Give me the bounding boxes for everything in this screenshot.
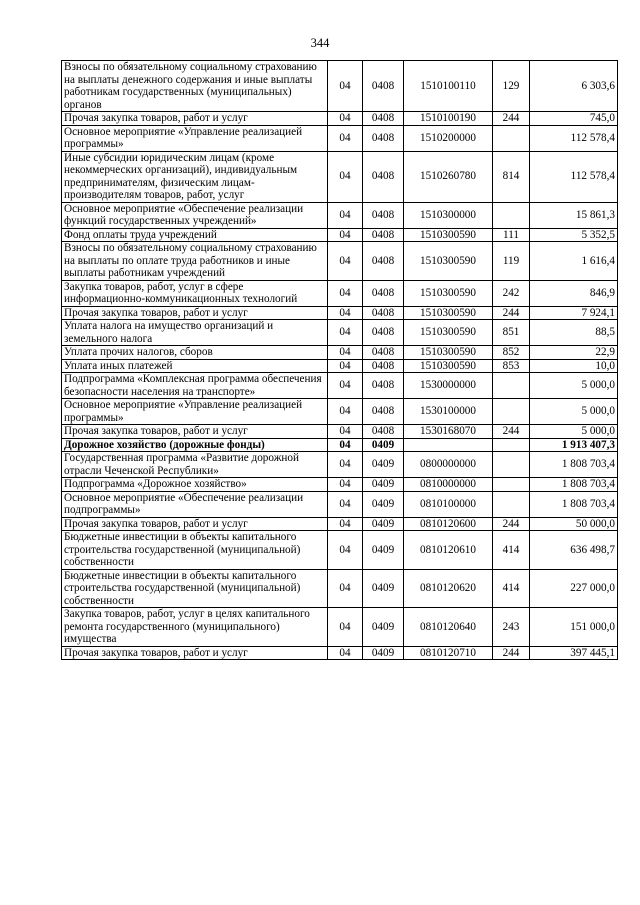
row-subsection-cell: 0408 [363,425,404,439]
table-row [62,346,618,360]
row-expense-type-cell: 414 [493,531,530,570]
row-name-cell: Взносы по обязательному социальному страхованию на выплаты денежного содержания и иные выплаты работникам государственных (муниципальных) органов [62,61,328,112]
row-section-cell: 04 [328,452,363,478]
table-row [62,373,618,399]
row-subsection-cell: 0409 [363,438,404,452]
table-row [62,125,618,151]
row-expense-type-cell: 242 [493,280,530,306]
table-row [62,280,618,306]
row-amount-cell: 5 000,0 [530,399,618,425]
row-name-cell: Взносы по обязательному социальному страхованию на выплаты по оплате труда работников и иные выплаты работникам учреждений [62,242,328,281]
row-section-cell: 04 [328,61,363,112]
table-row [62,359,618,373]
row-expense-type-cell: 244 [493,306,530,320]
row-name-cell: Прочая закупка товаров, работ и услуг [62,517,328,531]
row-amount-cell: 745,0 [530,112,618,126]
row-section-cell: 04 [328,320,363,346]
table-row [62,646,618,660]
row-amount-cell: 397 445,1 [530,646,618,660]
row-subsection-cell: 0408 [363,202,404,228]
table-row [62,491,618,517]
row-target-article-cell: 1510300590 [404,306,493,320]
table-row [62,202,618,228]
row-amount-cell: 6 303,6 [530,61,618,112]
row-expense-type-cell: 851 [493,320,530,346]
row-name-cell: Прочая закупка товаров, работ и услуг [62,646,328,660]
row-subsection-cell: 0408 [363,61,404,112]
row-name-cell: Прочая закупка товаров, работ и услуг [62,306,328,320]
row-target-article-cell: 1510300590 [404,228,493,242]
row-amount-cell: 1 913 407,3 [530,438,618,452]
row-name-cell: Основное мероприятие «Обеспечение реализации подпрограммы» [62,491,328,517]
row-section-cell: 04 [328,425,363,439]
table-row [62,452,618,478]
row-section-cell: 04 [328,517,363,531]
row-target-article-cell: 1510300590 [404,280,493,306]
table-row [62,306,618,320]
row-amount-cell: 15 861,3 [530,202,618,228]
table-row [62,61,618,112]
row-expense-type-cell [493,202,530,228]
row-section-cell: 04 [328,359,363,373]
row-expense-type-cell [493,452,530,478]
row-subsection-cell: 0409 [363,608,404,647]
row-target-article-cell: 1510300590 [404,242,493,281]
row-name-cell: Основное мероприятие «Управление реализацией программы» [62,125,328,151]
row-target-article-cell: 0800000000 [404,452,493,478]
row-section-cell: 04 [328,346,363,360]
row-section-cell: 04 [328,491,363,517]
row-section-cell: 04 [328,125,363,151]
row-target-article-cell: 1530168070 [404,425,493,439]
row-expense-type-cell [493,438,530,452]
row-name-cell: Прочая закупка товаров, работ и услуг [62,425,328,439]
table-row [62,608,618,647]
row-amount-cell: 5 352,5 [530,228,618,242]
row-section-cell: 04 [328,478,363,492]
row-target-article-cell: 1510300590 [404,346,493,360]
row-name-cell: Уплата прочих налогов, сборов [62,346,328,360]
row-amount-cell: 5 000,0 [530,373,618,399]
row-subsection-cell: 0408 [363,359,404,373]
row-name-cell: Закупка товаров, работ, услуг в сфере информационно-коммуникационных технологий [62,280,328,306]
table-row [62,320,618,346]
row-section-cell: 04 [328,608,363,647]
row-amount-cell: 1 808 703,4 [530,478,618,492]
row-name-cell: Фонд оплаты труда учреждений [62,228,328,242]
table-row [62,478,618,492]
row-subsection-cell: 0408 [363,242,404,281]
row-expense-type-cell: 244 [493,425,530,439]
page-number: 344 [310,36,330,50]
row-expense-type-cell: 111 [493,228,530,242]
row-amount-cell: 151 000,0 [530,608,618,647]
row-expense-type-cell: 244 [493,112,530,126]
row-target-article-cell: 0810100000 [404,491,493,517]
row-amount-cell: 846,9 [530,280,618,306]
row-amount-cell: 636 498,7 [530,531,618,570]
table-row [62,425,618,439]
row-name-cell: Дорожное хозяйство (дорожные фонды) [62,438,328,452]
row-name-cell: Уплата иных платежей [62,359,328,373]
row-subsection-cell: 0409 [363,491,404,517]
row-section-cell: 04 [328,228,363,242]
row-subsection-cell: 0408 [363,373,404,399]
row-expense-type-cell: 244 [493,517,530,531]
row-amount-cell: 1 616,4 [530,242,618,281]
row-subsection-cell: 0409 [363,646,404,660]
row-expense-type-cell: 814 [493,151,530,202]
row-amount-cell: 22,9 [530,346,618,360]
row-amount-cell: 88,5 [530,320,618,346]
row-subsection-cell: 0408 [363,280,404,306]
row-section-cell: 04 [328,306,363,320]
table-row [62,228,618,242]
row-target-article-cell: 1510300000 [404,202,493,228]
row-amount-cell: 1 808 703,4 [530,491,618,517]
row-section-cell: 04 [328,151,363,202]
row-name-cell: Бюджетные инвестиции в объекты капитального строительства государственной (муниципальной) собственности [62,569,328,608]
row-section-cell: 04 [328,242,363,281]
row-section-cell: 04 [328,399,363,425]
row-expense-type-cell [493,491,530,517]
table-row [62,112,618,126]
row-amount-cell: 7 924,1 [530,306,618,320]
row-name-cell: Основное мероприятие «Обеспечение реализации функций государственных учреждений» [62,202,328,228]
row-expense-type-cell [493,373,530,399]
row-subsection-cell: 0409 [363,478,404,492]
row-name-cell: Уплата налога на имущество организаций и земельного налога [62,320,328,346]
row-target-article-cell [404,438,493,452]
table-row [62,242,618,281]
row-section-cell: 04 [328,112,363,126]
row-subsection-cell: 0408 [363,228,404,242]
row-amount-cell: 227 000,0 [530,569,618,608]
row-target-article-cell: 0810120600 [404,517,493,531]
row-expense-type-cell: 414 [493,569,530,608]
table-row [62,399,618,425]
row-name-cell: Государственная программа «Развитие дорожной отрасли Чеченской Республики» [62,452,328,478]
row-amount-cell: 112 578,4 [530,151,618,202]
budget-table [61,60,618,660]
row-expense-type-cell: 853 [493,359,530,373]
row-subsection-cell: 0408 [363,399,404,425]
row-target-article-cell: 1530000000 [404,373,493,399]
row-amount-cell: 10,0 [530,359,618,373]
row-expense-type-cell [493,478,530,492]
table-row [62,517,618,531]
row-subsection-cell: 0408 [363,112,404,126]
row-expense-type-cell: 129 [493,61,530,112]
row-target-article-cell: 0810120640 [404,608,493,647]
row-subsection-cell: 0409 [363,569,404,608]
row-subsection-cell: 0408 [363,151,404,202]
row-name-cell: Подпрограмма «Дорожное хозяйство» [62,478,328,492]
row-target-article-cell: 1510100110 [404,61,493,112]
row-subsection-cell: 0409 [363,452,404,478]
row-section-cell: 04 [328,569,363,608]
row-section-cell: 04 [328,373,363,399]
row-target-article-cell: 1530100000 [404,399,493,425]
row-target-article-cell: 0810120710 [404,646,493,660]
row-subsection-cell: 0408 [363,346,404,360]
row-subsection-cell: 0409 [363,531,404,570]
row-expense-type-cell: 244 [493,646,530,660]
row-section-cell: 04 [328,531,363,570]
row-section-cell: 04 [328,646,363,660]
row-target-article-cell: 1510300590 [404,359,493,373]
row-amount-cell: 5 000,0 [530,425,618,439]
row-subsection-cell: 0409 [363,517,404,531]
row-section-cell: 04 [328,438,363,452]
row-amount-cell: 1 808 703,4 [530,452,618,478]
table-row [62,438,618,452]
row-expense-type-cell: 852 [493,346,530,360]
table-row [62,569,618,608]
row-amount-cell: 50 000,0 [530,517,618,531]
row-section-cell: 04 [328,280,363,306]
row-target-article-cell: 0810000000 [404,478,493,492]
row-subsection-cell: 0408 [363,125,404,151]
row-subsection-cell: 0408 [363,306,404,320]
row-expense-type-cell: 119 [493,242,530,281]
row-section-cell: 04 [328,202,363,228]
row-target-article-cell: 1510100190 [404,112,493,126]
row-name-cell: Подпрограмма «Комплексная программа обеспечения безопасности населения на транспорте» [62,373,328,399]
row-expense-type-cell [493,125,530,151]
table-row [62,151,618,202]
row-target-article-cell: 0810120620 [404,569,493,608]
row-expense-type-cell [493,399,530,425]
row-name-cell: Закупка товаров, работ, услуг в целях капитального ремонта государственного (муниципального) имущества [62,608,328,647]
row-target-article-cell: 1510200000 [404,125,493,151]
row-name-cell: Основное мероприятие «Управление реализацией программы» [62,399,328,425]
row-subsection-cell: 0408 [363,320,404,346]
row-name-cell: Бюджетные инвестиции в объекты капитального строительства государственной (муниципальной) собственности [62,531,328,570]
row-target-article-cell: 1510300590 [404,320,493,346]
row-name-cell: Иные субсидии юридическим лицам (кроме некоммерческих организаций), индивидуальным предпринимателям, физическим лицам-производителям товаров, работ, услуг [62,151,328,202]
row-expense-type-cell: 243 [493,608,530,647]
row-target-article-cell: 0810120610 [404,531,493,570]
row-name-cell: Прочая закупка товаров, работ и услуг [62,112,328,126]
table-row [62,531,618,570]
row-amount-cell: 112 578,4 [530,125,618,151]
row-target-article-cell: 1510260780 [404,151,493,202]
